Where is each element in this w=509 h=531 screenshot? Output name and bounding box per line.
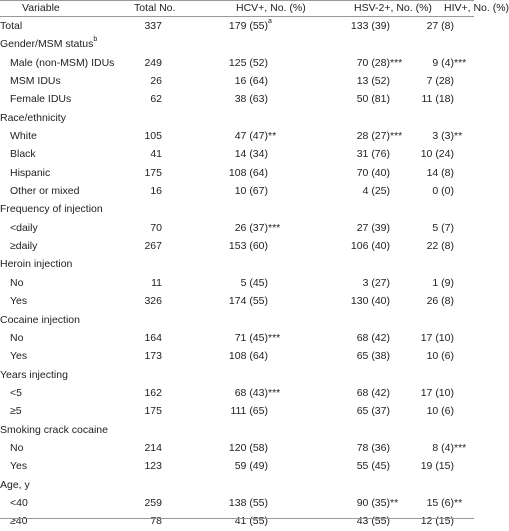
total-cell: 326 — [144, 295, 162, 308]
row-label — [10, 237, 37, 255]
hsv-cell: 70 (40) — [356, 166, 390, 179]
hiv-cell: 5 (7) — [432, 221, 454, 234]
hiv-significance: ** — [454, 496, 463, 509]
hcv-cell: 14 (34) — [234, 148, 268, 161]
header-hsv: HSV-2+, No. (%) — [354, 2, 432, 14]
total-cell: 175 — [144, 166, 162, 179]
hcv-cell: 68 (43) — [234, 386, 268, 399]
row-label-text: Male (non-MSM) IDUs — [10, 56, 115, 69]
hsv-significance: *** — [390, 130, 403, 143]
hcv-cell: 138 (55) — [228, 496, 268, 509]
hcv-cell: 111 (65) — [230, 405, 268, 418]
hiv-cell: 15 (6) — [426, 496, 454, 509]
total-cell: 214 — [144, 441, 162, 454]
hcv-cell: 71 (45) — [234, 331, 268, 344]
total-cell: 123 — [144, 460, 162, 473]
row-label — [10, 90, 71, 108]
row-label — [10, 145, 36, 163]
hcv-cell: 38 (63) — [234, 93, 268, 106]
row-label-text: Hispanic — [10, 166, 51, 179]
table-row — [0, 90, 474, 108]
hcv-significance: ** — [268, 130, 277, 143]
table-row — [0, 329, 474, 347]
hiv-cell: 27 (8) — [426, 20, 454, 32]
hsv-cell: 106 (40) — [350, 240, 390, 253]
hsv-cell: 65 (38) — [356, 350, 390, 363]
row-label — [10, 72, 61, 90]
row-label — [10, 182, 79, 200]
table-row — [0, 402, 474, 420]
row-label — [10, 292, 27, 310]
hiv-cell: 12 (15) — [420, 515, 454, 528]
total-cell: 78 — [150, 515, 162, 528]
hcv-cell: 10 (67) — [234, 185, 268, 198]
row-label — [0, 255, 72, 273]
hcv-cell: 174 (55) — [228, 295, 268, 308]
hsv-significance: ** — [390, 496, 399, 509]
hsv-cell: 68 (42) — [356, 331, 390, 344]
hiv-cell: 7 (28) — [426, 75, 454, 88]
table-row — [0, 182, 474, 200]
total-cell: 26 — [150, 75, 162, 88]
hiv-significance: *** — [454, 441, 467, 454]
hsv-cell: 65 (37) — [356, 405, 390, 418]
hsv-cell: 90 (35) — [356, 496, 390, 509]
hiv-cell: 22 (8) — [426, 240, 454, 253]
row-label-text: Race/ethnicity — [0, 111, 66, 124]
hiv-cell: 10 (24) — [420, 148, 454, 161]
table-row — [0, 127, 474, 145]
row-label — [0, 366, 68, 384]
table-row — [0, 54, 474, 72]
row-label-text: Cocaine injection — [0, 313, 80, 326]
total-cell: 16 — [150, 185, 162, 198]
row-label-text: Gender/MSM status — [0, 38, 94, 51]
row-label-text: Heroin injection — [0, 258, 73, 271]
row-label — [0, 109, 66, 127]
table-row — [0, 292, 474, 310]
hsv-cell: 31 (76) — [356, 148, 390, 161]
row-label-text: Female IDUs — [10, 93, 72, 106]
row-label-text: White — [10, 130, 37, 143]
total-cell: 11 — [151, 276, 162, 289]
hcv-cell: 108 (64) — [228, 350, 268, 363]
table-row — [0, 219, 474, 237]
table-row — [0, 237, 474, 255]
hcv-significance: *** — [268, 221, 281, 234]
hcv-cell: 179 (55) — [228, 20, 268, 32]
section-row — [0, 421, 474, 439]
section-row — [0, 109, 474, 127]
hiv-cell: 3 (3) — [432, 130, 454, 143]
table-row — [0, 72, 474, 90]
hcv-significance: *** — [268, 331, 281, 344]
hsv-cell: 78 (36) — [356, 441, 390, 454]
hcv-cell: 26 (37) — [234, 221, 268, 234]
hsv-cell: 55 (45) — [356, 460, 390, 473]
hsv-cell: 68 (42) — [356, 386, 390, 399]
header-variable: Variable — [22, 2, 60, 14]
row-label-text: Years injecting — [0, 368, 68, 381]
row-label — [0, 200, 103, 218]
table-row — [0, 439, 474, 457]
total-cell: 259 — [144, 496, 162, 509]
hcv-significance: *** — [268, 386, 281, 399]
row-label — [0, 35, 97, 53]
total-cell: 162 — [144, 386, 162, 399]
section-row — [0, 311, 474, 329]
hsv-cell: 130 (40) — [350, 295, 390, 308]
hcv-cell: 153 (60) — [228, 240, 268, 253]
table-row — [0, 384, 474, 402]
row-label-text: Age, y — [0, 478, 30, 491]
hiv-cell: 19 (15) — [420, 460, 454, 473]
table-row — [0, 494, 474, 512]
total-cell: 337 — [144, 20, 162, 32]
row-label — [10, 439, 23, 457]
hiv-cell: 17 (10) — [420, 331, 454, 344]
hsv-cell: 27 (39) — [356, 221, 390, 234]
row-label-text: Yes — [10, 460, 28, 473]
row-label — [10, 127, 37, 145]
row-label-text: ≥5 — [10, 405, 22, 418]
hiv-cell: 0 (0) — [432, 185, 454, 198]
row-label — [10, 54, 114, 72]
row-label-text: <5 — [10, 386, 22, 399]
row-label-text: <40 — [10, 496, 28, 509]
row-label-text: Yes — [10, 295, 28, 308]
table-row — [0, 512, 474, 530]
hiv-cell: 17 (10) — [420, 386, 454, 399]
hcv-significance-sup: a — [268, 18, 272, 25]
row-label-text: Other or mixed — [10, 185, 80, 198]
hcv-cell: 41 (55) — [234, 515, 268, 528]
hcv-cell: 5 (45) — [240, 276, 268, 289]
hiv-cell: 11 (18) — [421, 93, 454, 106]
row-label-text: ≥daily — [10, 240, 38, 253]
hcv-cell: 59 (49) — [234, 460, 268, 473]
hiv-significance: ** — [454, 130, 463, 143]
total-cell: 175 — [144, 405, 162, 418]
hiv-cell: 1 (9) — [432, 276, 454, 289]
total-cell: 105 — [144, 130, 162, 143]
row-label — [10, 494, 28, 512]
total-cell: 173 — [144, 350, 162, 363]
hiv-significance: *** — [454, 56, 467, 69]
hsv-cell: 133 (39) — [350, 20, 390, 32]
row-label — [10, 164, 50, 182]
hcv-cell: 108 (64) — [228, 166, 268, 179]
row-label — [0, 311, 80, 329]
row-label-text: No — [10, 441, 24, 454]
table-row — [0, 145, 474, 163]
header-hcv: HCV+, No. (%) — [236, 2, 306, 14]
table-row — [0, 164, 474, 182]
row-label-text: No — [10, 331, 24, 344]
hcv-significance — [268, 17, 272, 35]
table-row — [0, 347, 474, 365]
row-label — [0, 476, 30, 494]
table-row — [0, 457, 474, 475]
hsv-significance: *** — [390, 56, 403, 69]
row-label — [10, 402, 22, 420]
total-cell: 62 — [150, 93, 162, 106]
row-label-text: <daily — [10, 221, 38, 234]
hiv-cell: 10 (6) — [426, 405, 454, 418]
total-cell: 267 — [144, 240, 162, 253]
section-row — [0, 366, 474, 384]
hiv-cell: 8 (4) — [432, 441, 454, 454]
hsv-cell: 50 (81) — [356, 93, 390, 106]
section-row — [0, 35, 474, 53]
row-label-text: ≥40 — [10, 515, 28, 528]
hsv-cell: 70 (28) — [356, 56, 390, 69]
row-label-text: Black — [10, 148, 36, 161]
row-label-text: Smoking crack cocaine — [0, 423, 108, 436]
row-label-text: Yes — [10, 350, 28, 363]
table-header — [0, 1, 509, 17]
hcv-cell: 16 (64) — [234, 75, 268, 88]
hiv-cell: 14 (8) — [426, 166, 454, 179]
row-label — [10, 219, 38, 237]
hcv-cell: 47 (47) — [234, 130, 268, 143]
row-label-text: MSM IDUs — [10, 75, 61, 88]
table-row — [0, 17, 474, 35]
section-row — [0, 200, 474, 218]
row-label-text: No — [10, 276, 24, 289]
row-label — [0, 17, 22, 35]
row-label-footnote: b — [93, 36, 98, 44]
hsv-cell: 13 (52) — [356, 75, 390, 88]
total-cell: 249 — [144, 56, 162, 69]
row-label — [0, 421, 108, 439]
hiv-cell: 26 (8) — [426, 295, 454, 308]
section-row — [0, 255, 474, 273]
hsv-cell: 3 (27) — [362, 276, 390, 289]
bottom-rule — [0, 518, 474, 519]
row-label — [10, 512, 27, 530]
row-label-text: Frequency of injection — [0, 203, 103, 216]
table-body — [0, 17, 474, 531]
row-label-text: Total — [0, 20, 23, 32]
row-label — [10, 347, 27, 365]
row-label — [10, 329, 23, 347]
row-label — [10, 274, 23, 292]
hcv-cell: 120 (58) — [228, 441, 268, 454]
total-cell: 70 — [150, 221, 162, 234]
header-total: Total No. — [134, 2, 176, 14]
hsv-cell: 4 (25) — [362, 185, 390, 198]
hsv-cell: 43 (55) — [356, 515, 390, 528]
row-label — [10, 384, 22, 402]
hcv-cell: 125 (52) — [228, 56, 268, 69]
total-cell: 164 — [144, 331, 162, 344]
hsv-cell: 28 (27) — [356, 130, 390, 143]
section-row — [0, 476, 474, 494]
total-cell: 41 — [150, 148, 162, 161]
hiv-cell: 10 (6) — [426, 350, 454, 363]
row-label — [10, 457, 27, 475]
table-row — [0, 274, 474, 292]
header-hiv: HIV+, No. (%) — [444, 2, 509, 14]
hiv-cell: 9 (4) — [432, 56, 454, 69]
